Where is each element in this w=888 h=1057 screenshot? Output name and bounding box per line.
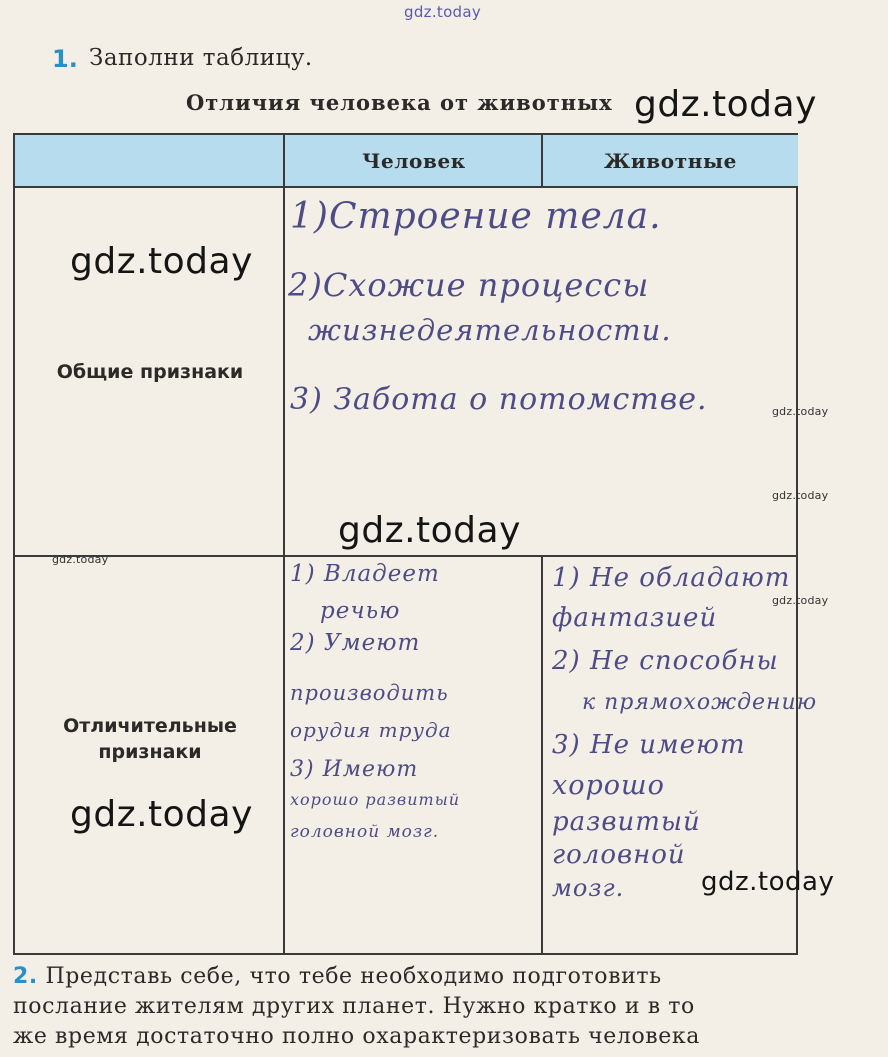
answer-animal-9: мозг. xyxy=(552,874,625,902)
task-2-line-2: послание жителям других планет. Нужно кратко и в то xyxy=(13,994,695,1019)
answer-human-3: 2) Умеют xyxy=(290,630,421,656)
column-divider xyxy=(541,555,543,953)
header-animals: Животные xyxy=(543,135,798,188)
column-divider xyxy=(283,135,285,953)
task-2-line-1-text: Представь себе, что тебе необходимо подготовить xyxy=(45,964,662,989)
answer-human-2: речью xyxy=(320,598,401,624)
answer-human-5: орудия труда xyxy=(290,718,452,742)
task-2-line-1 xyxy=(13,962,803,992)
row-divider xyxy=(15,555,796,557)
watermark-top: gdz.today xyxy=(404,3,482,21)
answer-human-1: 1) Владеет xyxy=(290,561,440,587)
answer-common-3: жизнедеятельности. xyxy=(308,313,672,347)
task-1-instruction: Заполни таблицу. xyxy=(89,45,313,71)
watermark: gdz.today xyxy=(701,867,835,897)
row-label-distinct-line1: Отличительные xyxy=(63,715,237,737)
answer-animal-6: хорошо xyxy=(552,770,665,801)
task-1-number: 1. xyxy=(52,45,78,73)
answer-animal-7: развитый xyxy=(552,807,701,837)
row-label-common: Общие признаки xyxy=(56,361,244,383)
watermark: gdz.today xyxy=(70,794,253,835)
row-label-distinct-line2: признаки xyxy=(98,741,202,763)
header-empty-cell xyxy=(15,135,285,188)
answer-common-2: 2)Схожие процессы xyxy=(288,266,650,304)
task-2-line-3: же время достаточно полно охарактеризовать человека xyxy=(13,1024,700,1049)
answer-human-6: 3) Имеют xyxy=(290,757,419,782)
answer-human-7: хорошо развитый xyxy=(290,790,461,809)
answer-common-1: 1)Строение тела. xyxy=(290,196,662,237)
answer-human-4: производить xyxy=(290,681,449,705)
answer-animal-5: 3) Не имеют xyxy=(552,730,746,760)
task-2-number: 2. xyxy=(13,964,38,989)
watermark: gdz.today xyxy=(634,84,817,125)
answer-animal-2: фантазией xyxy=(552,603,718,633)
row-label-distinct xyxy=(15,713,285,765)
task-2-paragraph xyxy=(13,962,803,1052)
watermark: gdz.today xyxy=(70,241,253,282)
column-divider xyxy=(541,135,543,188)
watermark-small: gdz.today xyxy=(772,405,829,418)
watermark-small: gdz.today xyxy=(772,594,829,607)
answer-common-4: 3) Забота о потомстве. xyxy=(290,382,708,417)
answer-animal-8: головной xyxy=(552,840,686,870)
answer-human-8: головной мозг. xyxy=(290,822,440,842)
answer-animal-3: 2) Не способны xyxy=(552,646,779,676)
header-human: Человек xyxy=(285,135,543,188)
watermark-small: gdz.today xyxy=(52,553,109,566)
watermark-small: gdz.today xyxy=(772,489,829,502)
table-title: Отличия человека от животных xyxy=(186,90,613,115)
answer-animal-1: 1) Не обладают xyxy=(552,563,791,593)
answer-animal-4: к прямохождению xyxy=(582,690,818,715)
watermark: gdz.today xyxy=(338,510,521,551)
